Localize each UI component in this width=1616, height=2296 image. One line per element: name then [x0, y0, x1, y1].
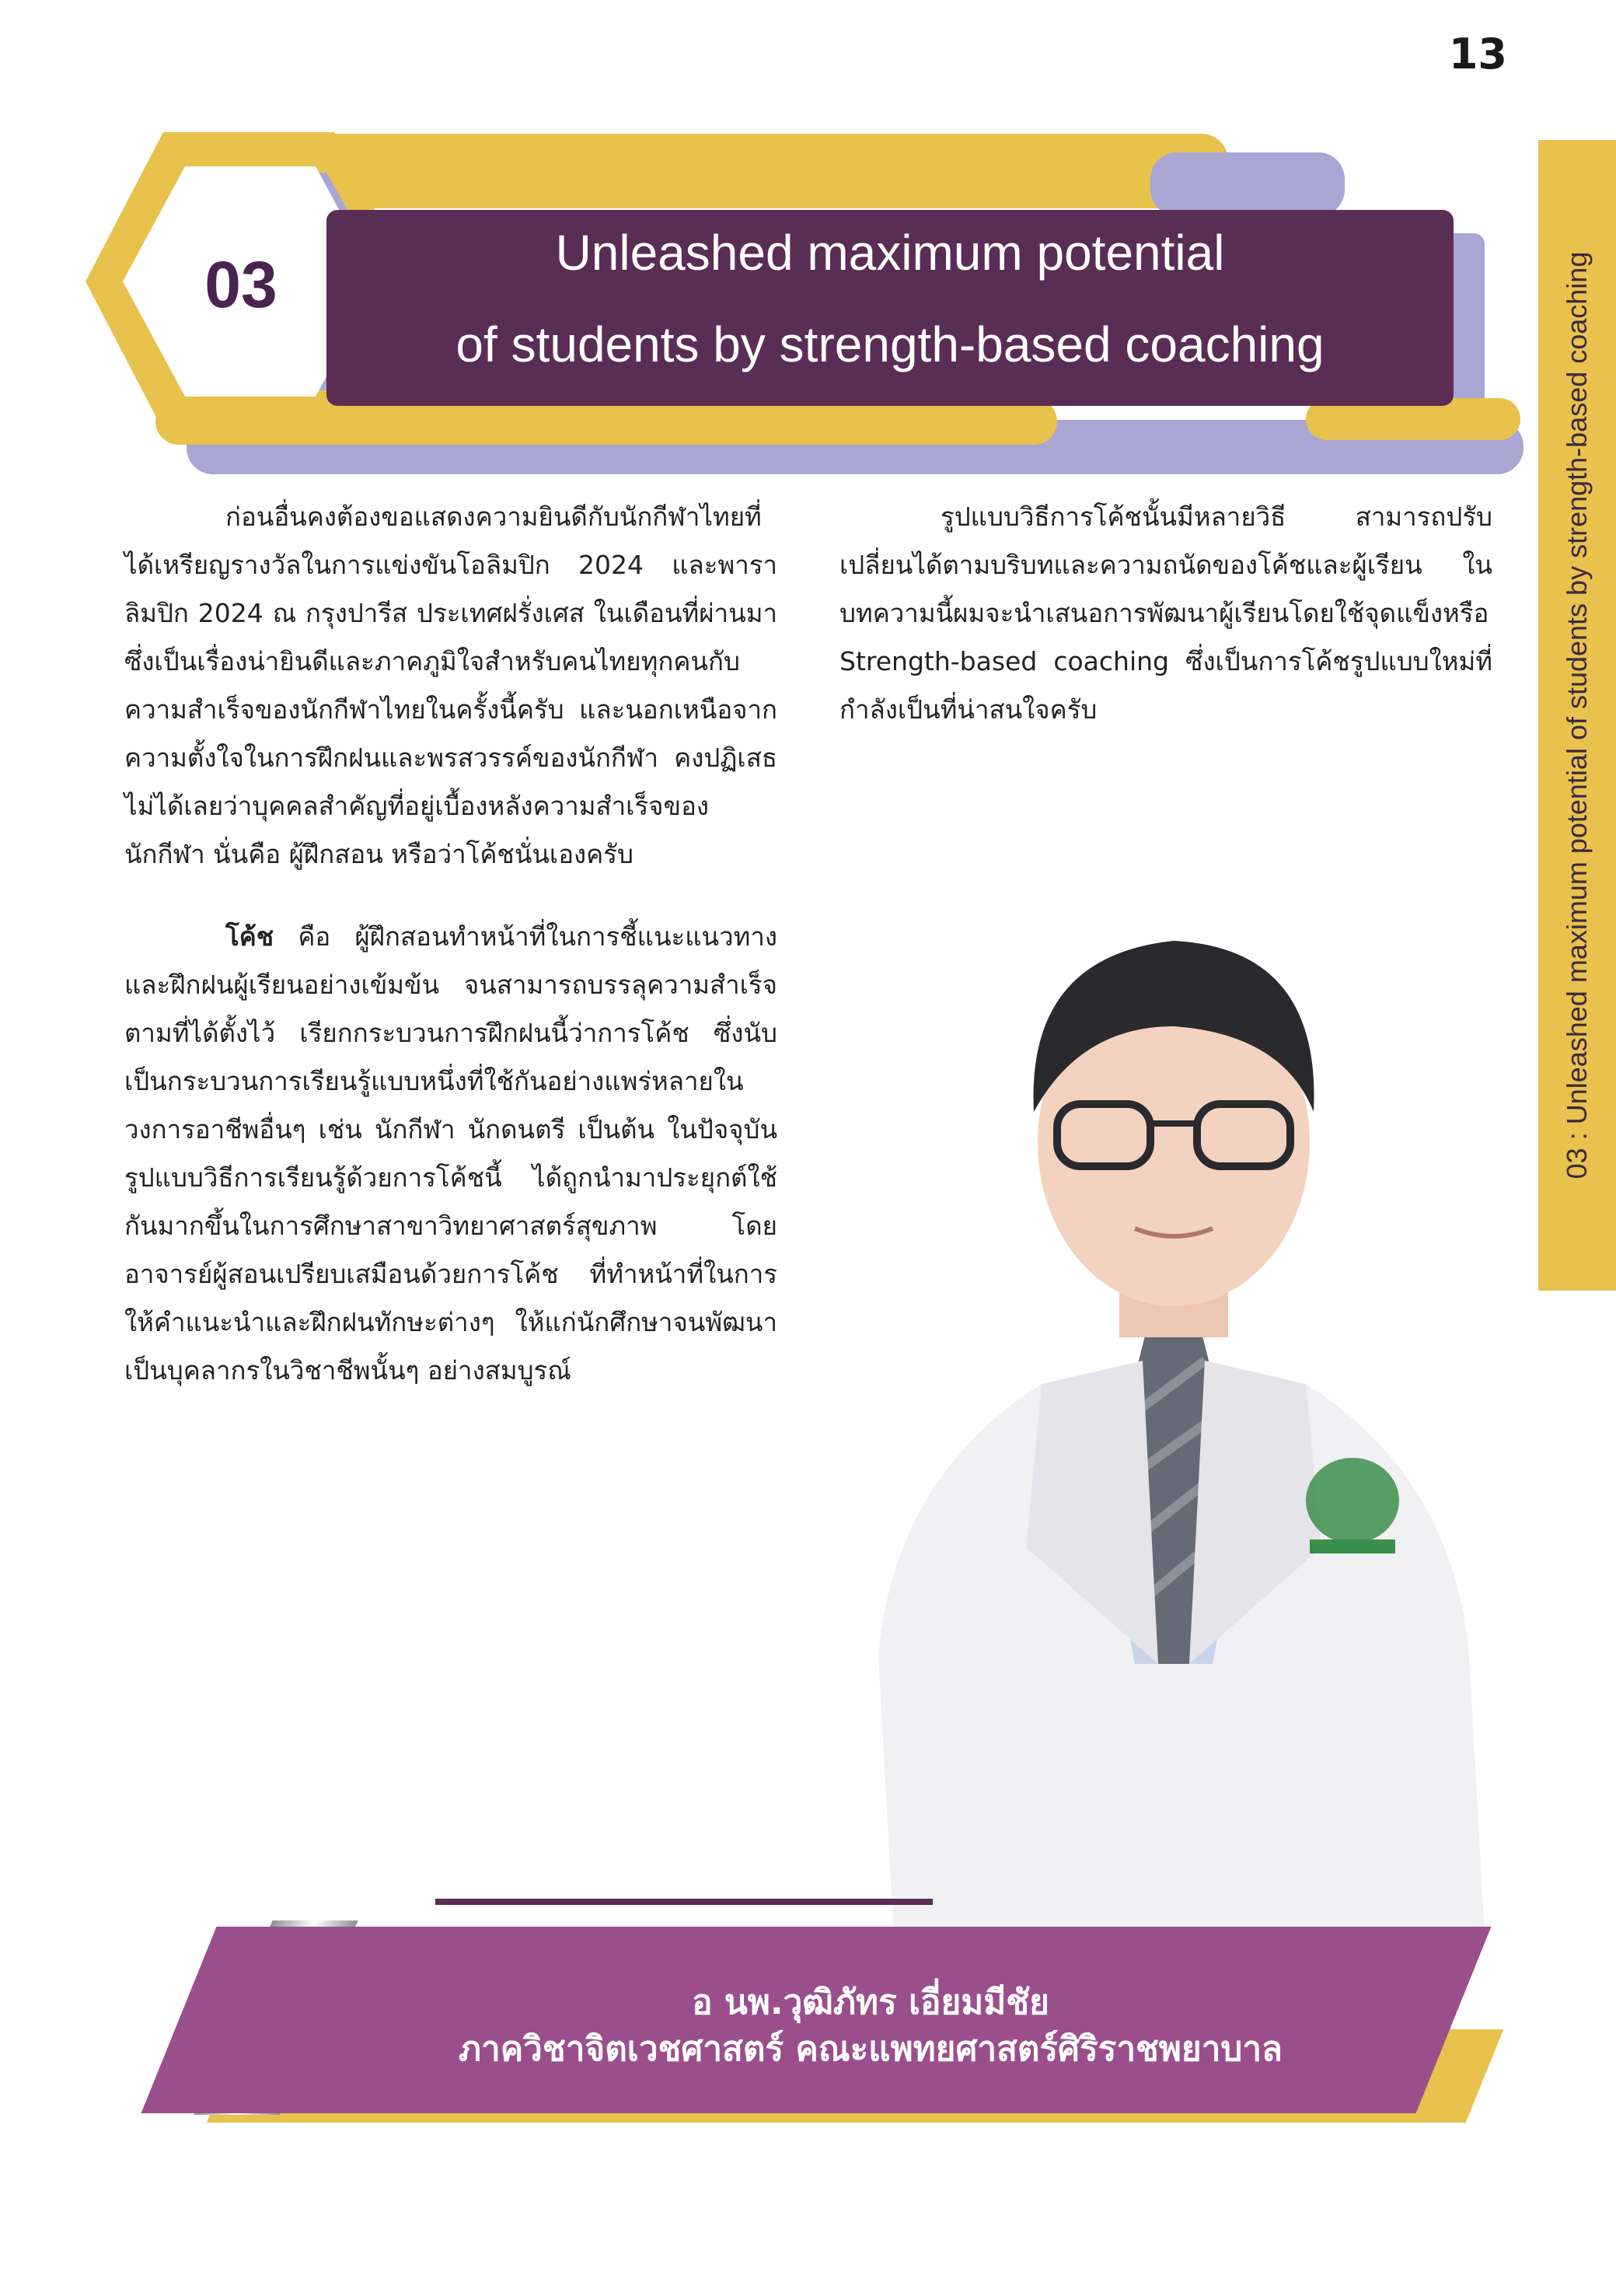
side-tab — [1538, 140, 1616, 1291]
title-line-1: Unleashed maximum potential — [555, 225, 1225, 281]
author-text-block — [233, 1927, 1508, 2113]
side-tab-text: 03 : Unleashed maximum potential of students by strength-based coaching — [1561, 251, 1593, 1179]
author-name: อ นพ.วุฒิภัทร เอี่ยมมีชัย — [692, 1983, 1049, 2022]
divider-line — [435, 1899, 933, 1905]
right-column — [839, 493, 1492, 768]
left-paragraph-2 — [124, 913, 777, 1395]
right-paragraph-1: รูปแบบวิธีการโค้ชนั้นมีหลายวิธี สามารถปรับเปลี่ยนได้ตามบริบทและความถนัดของโค้ชและผู้เรียน ในบทความนี้ผมจะนำเสนอการพัฒนาผู้เรียนโดยใช้จุดแข็งหรือ Strength-based coaching ซึ่งเป็นการโค้ชรูปแบบใหม่ที่กำลังเป็นที่น่าสนใจครับ — [839, 501, 1492, 725]
title-box — [326, 210, 1454, 406]
author-department: ภาควิชาจิตเวชศาสตร์ คณะแพทยศาสตร์ศิริราชพยาบาล — [459, 2029, 1283, 2069]
page-number: 13 — [1448, 30, 1507, 79]
section-number: 03 — [204, 248, 277, 321]
left-column — [124, 493, 777, 1429]
header-lavender-bar-top — [1150, 152, 1345, 216]
coach-term: โค้ช — [225, 921, 274, 952]
author-portrait — [847, 879, 1500, 1936]
left-paragraph-2-text: คือ ผู้ฝึกสอนทำหน้าที่ในการชี้แนะแนวทางและฝึกฝนผู้เรียนอย่างเข้มข้น จนสามารถบรรลุความสำเร็จตามที่ได้ตั้งไว้ เรียกกระบวนการฝึกฝนนี้ว่าการโค้ช ซึ่งนับเป็นกระบวนการเรียนรู้แบบหนึ่งที่ใช้กันอย่างแพร่หลายในวงการอาชีพอื่นๆ เช่น นักกีฬา นักดนตรี เป็นต้น ในปัจจุบันรูปแบบวิธีการเรียนรู้ด้วยการโค้ชนี้ ได้ถูกนำมาประยุกต์ใช้กันมากขึ้นในการศึกษาสาขาวิทยาศาสตร์สุขภาพ โดยอาจารย์ผู้สอนเปรียบเสมือนด้วยการโค้ช ที่ทำหน้าที่ในการให้คำแนะนำและฝึกฝนทักษะต่างๆ ให้แก่นักศึกษาจนพัฒนาเป็นบุคลากรในวิชาชีพนั้นๆ อย่างสมบูรณ์ — [124, 921, 777, 1386]
left-paragraph-1: ก่อนอื่นคงต้องขอแสดงความยินดีกับนักกีฬาไทยที่ได้เหรียญรางวัลในการแข่งขันโอลิมปิก 2024 และพาราลิมปิก 2024 ณ กรุงปารีส ประเทศฝรั่งเศส ในเดือนที่ผ่านมา ซึ่งเป็นเรื่องน่ายินดีและภาคภูมิใจสำหรับคนไทยทุกคนกับความสำเร็จของนักกีฬาไทยในครั้งนี้ครับ และนอกเหนือจากความตั้งใจในการฝึกฝนและพรสวรรค์ของนักกีฬา คงปฏิเสธไม่ได้เลยว่าบุคคลสำคัญที่อยู่เบื้องหลังความสำเร็จของนักกีฬา นั่นคือ ผู้ฝึกสอน หรือว่าโค้ชนั่นเองครับ — [124, 501, 777, 869]
title-line-2: of students by strength-based coaching — [455, 316, 1325, 372]
